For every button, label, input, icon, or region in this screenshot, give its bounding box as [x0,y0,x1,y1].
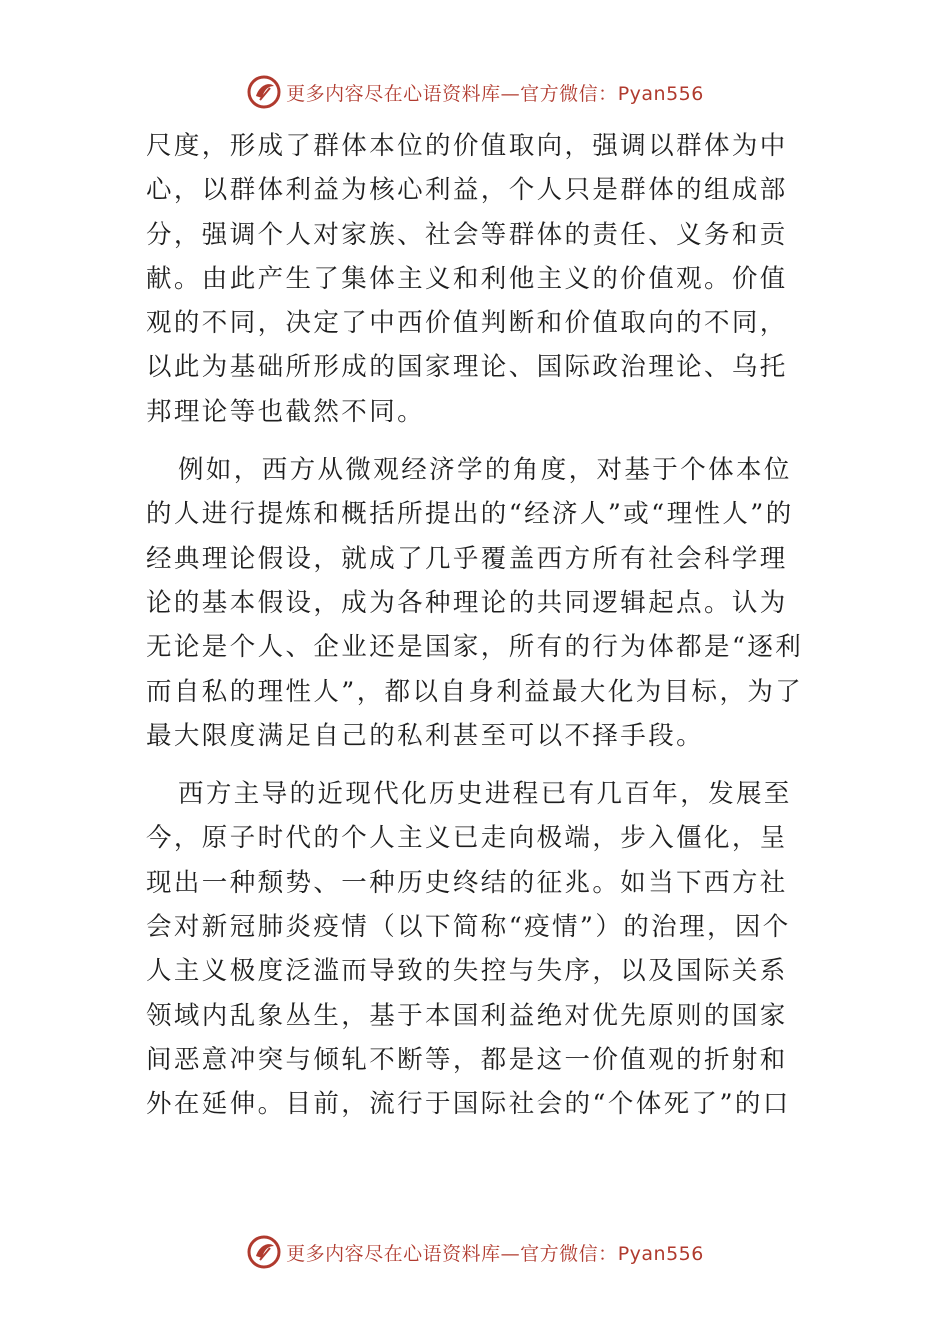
text-line: 邦理论等也截然不同。 [146,396,426,427]
text-line: 西方主导的近现代化历史进程已有几百年，发展至 [178,779,792,810]
text-line: 间恶意冲突与倾轧不断等，都是这一价值观的折射和 [146,1044,788,1075]
text-line: 领域内乱象丛生，基于本国利益绝对优先原则的国家 [146,1000,788,1031]
text-line: 论的基本假设，成为各种理论的共同逻辑起点。认为 [146,587,788,618]
text-line: 而自私的理性人”，都以自身利益最大化为目标，为了 [146,676,804,707]
text-line: 尺度，形成了群体本位的价值取向，强调以群体为中 [146,131,788,161]
banner-text [286,79,704,106]
library-logo-icon [246,1234,282,1270]
text-line: 最大限度满足自己的私利甚至可以不择手段。 [146,720,705,751]
text-line: 观的不同，决定了中西价值判断和价值取向的不同， [146,308,788,339]
header-banner [0,72,950,112]
footer-banner [0,1232,950,1272]
paragraph [146,772,808,1126]
library-logo-icon [246,74,282,110]
text-line: 会对新冠肺炎疫情（以下简称“疫情”）的治理，因个 [146,912,791,943]
banner-text [286,1239,704,1266]
text-line: 献。由此产生了集体主义和利他主义的价值观。价值 [146,263,788,294]
text-line: 分，强调个人对家族、社会等群体的责任、义务和贡 [146,219,788,250]
text-line: 以此为基础所形成的国家理论、国际政治理论、乌托 [146,352,788,383]
text-line: 人主义极度泛滥而导致的失控与失序，以及国际关系 [146,956,788,987]
paragraph [146,448,808,758]
text-line: 的人进行提炼和概括所提出的“经济人”或“理性人”的 [146,499,794,530]
banner-separator: —官方微信： [500,1242,618,1265]
document-body [146,124,808,1141]
paragraph [146,124,808,434]
text-line: 现出一种颓势、一种历史终结的征兆。如当下西方社 [146,867,788,898]
text-line: 心，以群体利益为核心利益，个人只是群体的组成部 [146,175,788,206]
text-line: 无论是个人、企业还是国家，所有的行为体都是“逐利 [146,632,804,663]
banner-separator: —官方微信： [500,82,618,105]
wechat-id: Pyan556 [617,1242,704,1265]
text-line: 外在延伸。目前，流行于国际社会的“个体死了”的口 [146,1089,791,1120]
text-line: 经典理论假设，就成了几乎覆盖西方所有社会科学理 [146,543,788,574]
banner-title: 更多内容尽在心语资料库 [286,1242,501,1265]
text-line: 今，原子时代的个人主义已走向极端，步入僵化，呈 [146,823,788,854]
text-line: 例如，西方从微观经济学的角度，对基于个体本位 [178,455,792,486]
wechat-id: Pyan556 [617,82,704,105]
banner-title: 更多内容尽在心语资料库 [286,82,501,105]
